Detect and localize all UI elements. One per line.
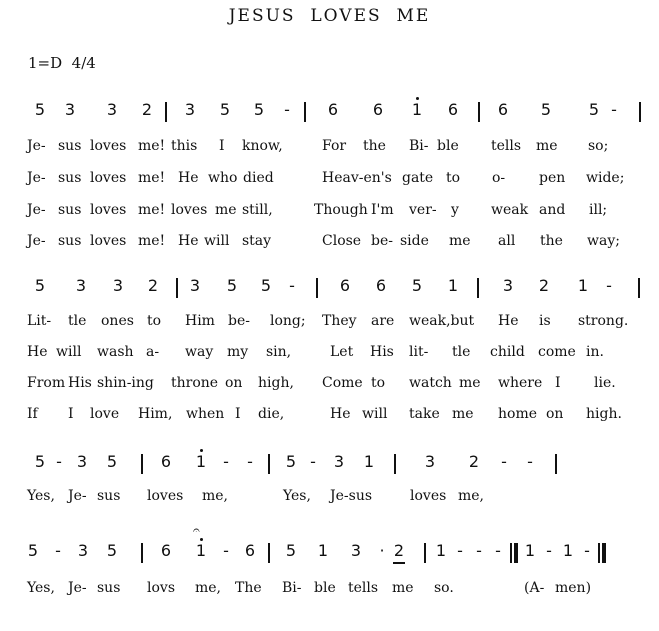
lyric-word: He [178, 170, 199, 186]
lyric-word: strong. [578, 313, 629, 329]
dash: - [310, 452, 316, 471]
lyric-word: (A- [524, 580, 545, 596]
lyric-line [0, 488, 659, 508]
note: 3 [75, 276, 87, 295]
octave-dot-high [200, 538, 203, 541]
note: 5 [34, 100, 46, 119]
lyric-word: a- [146, 344, 160, 360]
note: 3 [106, 100, 118, 119]
note: 5 [219, 100, 231, 119]
note: 3 [189, 276, 201, 295]
barline [424, 543, 426, 563]
note-eighth: 2 [393, 541, 405, 560]
note-high: 1 [195, 452, 207, 471]
dash: - [289, 276, 295, 295]
fermata-icon: 𝄐 [193, 523, 200, 537]
lyric-word: Je- [68, 488, 87, 504]
lyric-word: me [536, 138, 558, 154]
note: 2 [538, 276, 550, 295]
barline [638, 278, 640, 298]
note: 5 [34, 452, 46, 471]
barline [639, 102, 641, 122]
lyric-word: high. [586, 406, 622, 422]
dash: - [457, 541, 463, 560]
lyric-line [0, 138, 659, 158]
lyric-word: child [490, 344, 525, 360]
barline [598, 543, 600, 563]
dash: - [606, 276, 612, 295]
lyric-word: For [322, 138, 347, 154]
note: 5 [411, 276, 423, 295]
lyric-word: I [68, 406, 74, 422]
lyric-word: weak [491, 202, 529, 218]
lyric-word: loves [147, 488, 184, 504]
lyric-word: all [498, 233, 516, 249]
lyric-word: so; [588, 138, 609, 154]
note: 6 [160, 541, 172, 560]
lyric-word: the [540, 233, 563, 249]
dotted-rhythm: · [379, 541, 385, 560]
lyric-word: loves [90, 233, 127, 249]
dash: - [546, 541, 552, 560]
final-barline [602, 543, 606, 563]
note-high: 1 [195, 541, 207, 560]
lyric-word: this [171, 138, 198, 154]
lyric-word: will [362, 406, 388, 422]
note: 1 [524, 541, 536, 560]
lyric-word: on [546, 406, 564, 422]
octave-dot-high [200, 449, 203, 452]
lyric-line [0, 344, 659, 364]
lyric-word: me [215, 202, 237, 218]
lyric-word: ble [314, 580, 336, 596]
lyric-word: way; [587, 233, 620, 249]
lyric-word: If [27, 406, 38, 422]
note: 1 [363, 452, 375, 471]
lyric-word: Lit- [27, 313, 52, 329]
lyric-word: Heav-en's [322, 170, 392, 186]
note: 3 [424, 452, 436, 471]
lyric-line [0, 406, 659, 426]
lyric-word: Je- [27, 170, 46, 186]
note: 3 [350, 541, 362, 560]
lyric-word: tle [68, 313, 87, 329]
note: 5 [260, 276, 272, 295]
lyric-word: wash [97, 344, 134, 360]
barline [141, 454, 143, 474]
note: 6 [160, 452, 172, 471]
lyric-word: I [219, 138, 225, 154]
lyric-word: be- [228, 313, 250, 329]
lyric-word: me [449, 233, 471, 249]
lyric-word: sus [58, 202, 82, 218]
lyric-word: lie. [594, 375, 616, 391]
lyric-word: From [27, 375, 66, 391]
lyric-word: so. [434, 580, 454, 596]
lyric-word: gate [402, 170, 434, 186]
dash: - [501, 452, 507, 471]
note: 1 [447, 276, 459, 295]
note: 1 [562, 541, 574, 560]
lyric-word: die, [258, 406, 285, 422]
lyric-word: pen [539, 170, 566, 186]
lyric-word: ill; [589, 202, 608, 218]
lyric-line [0, 202, 659, 222]
lyric-word: tle [452, 344, 471, 360]
lyric-word: y [451, 202, 459, 218]
lyric-word: sus [58, 170, 82, 186]
lyric-word: sin, [266, 344, 292, 360]
notation-line-1 [0, 100, 659, 124]
lyric-word: high, [258, 375, 294, 391]
lyric-word: The [235, 580, 262, 596]
note: 3 [64, 100, 76, 119]
lyric-word: Let [330, 344, 354, 360]
note: 1 [435, 541, 447, 560]
lyric-word: home [498, 406, 538, 422]
lyric-word: ble [437, 138, 459, 154]
lyric-word: loves [90, 170, 127, 186]
note: 5 [253, 100, 265, 119]
lyric-word: loves [410, 488, 447, 504]
note: 3 [77, 541, 89, 560]
dash: - [284, 100, 290, 119]
note: 6 [375, 276, 387, 295]
lyric-word: me, [458, 488, 485, 504]
barline [165, 102, 167, 122]
lyric-word: shin-ing [97, 375, 154, 391]
lyric-word: me [459, 375, 481, 391]
lyric-word: me! [138, 138, 166, 154]
lyric-word: sus [97, 580, 121, 596]
barline [304, 102, 306, 122]
note: 5 [106, 541, 118, 560]
lyric-word: sus [58, 138, 82, 154]
lyric-word: Je-sus [330, 488, 373, 504]
lyric-word: where [498, 375, 543, 391]
lyric-word: when [186, 406, 225, 422]
lyric-word: stay [242, 233, 272, 249]
note: 6 [327, 100, 339, 119]
barline [555, 454, 557, 474]
lyric-word: is [539, 313, 551, 329]
lyric-word: to [446, 170, 461, 186]
lyric-line [0, 170, 659, 190]
lyric-word: sus [58, 233, 82, 249]
lyric-word: me [392, 580, 414, 596]
barline [316, 278, 318, 298]
note: 2 [147, 276, 159, 295]
lyric-word: Him [185, 313, 215, 329]
lyric-word: Bi- [409, 138, 429, 154]
lyric-word: come [538, 344, 576, 360]
lyric-word: He [178, 233, 199, 249]
lyric-word: His [370, 344, 394, 360]
dash: - [611, 100, 617, 119]
lyric-line [0, 233, 659, 253]
dash: - [584, 541, 590, 560]
lyric-word: Je- [27, 233, 46, 249]
lyric-word: me [452, 406, 474, 422]
lyric-word: men) [555, 580, 592, 596]
note: 5 [285, 452, 297, 471]
barline [394, 454, 396, 474]
lyric-word: watch [409, 375, 452, 391]
lyric-word: Yes, [283, 488, 311, 504]
lyric-word: Je- [27, 138, 46, 154]
lyric-word: who [208, 170, 238, 186]
octave-dot-high [416, 97, 419, 100]
note: 6 [447, 100, 459, 119]
double-barline [514, 543, 518, 563]
lyric-word: to [147, 313, 162, 329]
lyric-word: They [322, 313, 357, 329]
barline [176, 278, 178, 298]
note: 5 [285, 541, 297, 560]
lyric-word: throne [171, 375, 219, 391]
lyric-word: weak,but [409, 313, 475, 329]
lyric-word: my [227, 344, 249, 360]
lyric-word: loves [90, 202, 127, 218]
lyric-word: know, [242, 138, 283, 154]
lyric-word: Close [322, 233, 362, 249]
note: 5 [540, 100, 552, 119]
barline [268, 454, 270, 474]
dash: - [247, 452, 253, 471]
lyric-word: I [235, 406, 241, 422]
lyric-word: lit- [409, 344, 429, 360]
lyric-word: loves [90, 138, 127, 154]
lyric-word: Yes, [27, 580, 55, 596]
notation-line-4 [0, 523, 659, 565]
dash: - [476, 541, 482, 560]
lyric-word: Bi- [282, 580, 302, 596]
note: 3 [502, 276, 514, 295]
barline [510, 543, 512, 563]
lyric-word: me! [138, 170, 166, 186]
lyric-word: long; [270, 313, 306, 329]
lyric-word: me! [138, 202, 166, 218]
lyric-word: the [363, 138, 386, 154]
lyric-word: ver- [409, 202, 437, 218]
lyric-word: still, [242, 202, 273, 218]
lyric-word: loves [171, 202, 208, 218]
lyric-word: o- [492, 170, 506, 186]
note: 5 [588, 100, 600, 119]
lyric-word: lovs [147, 580, 175, 596]
song-title: JESUS LOVES ME [228, 6, 431, 26]
lyric-word: Je- [27, 202, 46, 218]
note: 2 [468, 452, 480, 471]
lyric-word: me! [138, 233, 166, 249]
lyric-word: Come [322, 375, 363, 391]
notation-line-2 [0, 276, 659, 300]
barline [268, 543, 270, 563]
lyric-word: died [243, 170, 274, 186]
lyric-word: take [409, 406, 440, 422]
note: 1 [317, 541, 329, 560]
lyric-word: in. [586, 344, 604, 360]
lyric-word: to [371, 375, 386, 391]
note: 6 [497, 100, 509, 119]
dash: - [223, 541, 229, 560]
notation-line-3 [0, 452, 659, 476]
lyric-word: ones [101, 313, 134, 329]
note: 5 [226, 276, 238, 295]
lyric-word: He [498, 313, 519, 329]
barline [477, 278, 479, 298]
lyric-word: tells [348, 580, 379, 596]
lyric-word: will [56, 344, 82, 360]
note: 6 [244, 541, 256, 560]
lyric-word: wide; [586, 170, 625, 186]
eighth-underline [393, 562, 405, 564]
lyric-word: I'm [371, 202, 394, 218]
lyric-line [0, 313, 659, 333]
dash: - [495, 541, 501, 560]
lyric-word: will [204, 233, 230, 249]
barline [141, 543, 143, 563]
lyric-word: sus [97, 488, 121, 504]
note: 3 [76, 452, 88, 471]
lyric-word: me, [195, 580, 222, 596]
lyric-word: I [555, 375, 561, 391]
lyric-word: way [185, 344, 214, 360]
lyric-word: on [225, 375, 243, 391]
lyric-word: are [371, 313, 395, 329]
lyric-line [0, 580, 659, 600]
note: 6 [372, 100, 384, 119]
note: 5 [34, 276, 46, 295]
lyric-word: Though [314, 202, 368, 218]
lyric-word: He [27, 344, 48, 360]
note: 5 [27, 541, 39, 560]
note: 2 [141, 100, 153, 119]
lyric-word: Him, [138, 406, 173, 422]
lyric-word: Je- [68, 580, 87, 596]
dash: - [55, 541, 61, 560]
lyric-word: love [90, 406, 120, 422]
lyric-word: me, [202, 488, 229, 504]
lyric-word: side [400, 233, 429, 249]
note: 3 [112, 276, 124, 295]
lyric-word: He [330, 406, 351, 422]
dash: - [56, 452, 62, 471]
note: 1 [577, 276, 589, 295]
key-signature: 1=D 4/4 [28, 54, 96, 72]
dash: - [527, 452, 533, 471]
lyric-word: be- [371, 233, 393, 249]
barline [478, 102, 480, 122]
note: 6 [339, 276, 351, 295]
dash: - [223, 452, 229, 471]
lyric-word: tells [491, 138, 522, 154]
lyric-word: and [539, 202, 566, 218]
note: 5 [106, 452, 118, 471]
lyric-word: Yes, [27, 488, 55, 504]
note: 3 [333, 452, 345, 471]
note-high: 1 [411, 100, 423, 119]
lyric-word: His [68, 375, 92, 391]
note: 3 [184, 100, 196, 119]
lyric-line [0, 375, 659, 395]
